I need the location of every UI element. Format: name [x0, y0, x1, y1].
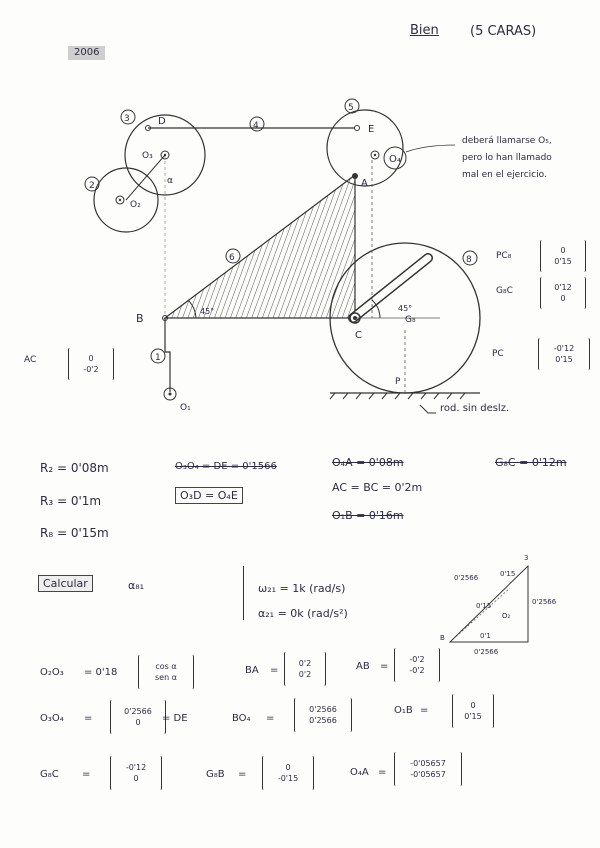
label-angle-right: 45° [398, 304, 413, 313]
vec-5-name: BO₄ [232, 713, 251, 724]
point-c-dot [353, 316, 357, 320]
calc-bar [243, 566, 244, 620]
tri-side: 0'2566 [532, 598, 557, 606]
tri-inner3: O₂ [502, 612, 511, 620]
vec-9-r2: -0'05657 [410, 770, 446, 779]
vec-9-matrix [394, 752, 462, 786]
vec-2-coef: = [270, 665, 279, 676]
label-c: C [355, 330, 362, 341]
vec-right-2-r2: 0 [560, 294, 566, 303]
data-r2: R₂ = 0'08m [40, 461, 109, 475]
note-line-1: deberá llamarse O₅, [462, 136, 552, 146]
vec-3-r1: -0'2 [409, 654, 425, 664]
label-o1: O₁ [180, 403, 191, 413]
vec-8-coef: = [238, 769, 247, 780]
vec-1-name: O₂O₃ [40, 667, 64, 678]
data-g8c: G₈C = 0'12m [495, 456, 567, 469]
label-p: P [395, 377, 401, 387]
tri-inner2: 0'1 [480, 632, 491, 640]
vec-3-coef: = [380, 661, 389, 672]
vec-4-r1: 0'2566 [124, 706, 152, 716]
point-a [352, 173, 358, 179]
vec-6-matrix [452, 694, 494, 728]
calc-w21: ω₂₁ = 1k (rad/s) [258, 582, 346, 595]
vec-3-r2: -0'2 [409, 666, 425, 675]
vec-7-coef: = [82, 769, 91, 780]
vec-2-name: BA [245, 665, 259, 676]
vec-left-r1: 0 [88, 353, 94, 363]
tri-hyp: 0'2566 [454, 574, 479, 582]
vec-9-coef: = [378, 767, 387, 778]
rolling-note [440, 404, 509, 414]
label-6: 6 [229, 253, 235, 263]
tri-ang: 0'15 [500, 570, 516, 578]
vec-5-r1: 0'2566 [309, 704, 337, 714]
label-g8: G₈ [405, 315, 416, 325]
pivot-o1-dot [169, 393, 172, 396]
label-2: 2 [89, 181, 95, 191]
vec-8-r1: 0 [285, 762, 291, 772]
vec-2-r1: 0'2 [298, 658, 312, 668]
tri-top: 3 [524, 554, 529, 562]
vec-left-matrix [68, 348, 114, 380]
label-1: 1 [155, 353, 161, 363]
vec-7-name: G₈C [40, 769, 59, 780]
tri-bottom: 0'2566 [474, 648, 499, 656]
vec-7-r2: 0 [133, 774, 139, 783]
vec-5-coef: = [266, 713, 275, 724]
vec-6-r1: 0 [470, 700, 476, 710]
rolling-arrow [420, 405, 436, 413]
data-o3o4: O₃O₄ = DE = 0'1566 [175, 461, 277, 472]
subtitle-text: (5 CARAS) [470, 24, 537, 39]
data-r3: R₃ = 0'1m [40, 494, 102, 508]
label-4: 4 [253, 121, 259, 131]
label-o3: O₃ [142, 151, 153, 161]
label-o2: O₂ [130, 200, 141, 210]
vec-right-2-matrix [540, 277, 586, 309]
vec-4-matrix [110, 700, 166, 734]
label-angle-left: 45° [200, 307, 215, 316]
point-e [355, 126, 360, 131]
label-b: B [136, 312, 144, 325]
vec-3-name: AB [356, 661, 370, 672]
data-r8: R₈ = 0'15m [40, 526, 109, 540]
vec-4-suffix: = DE [162, 713, 188, 724]
vec-7-matrix [110, 756, 162, 790]
label-8: 8 [466, 255, 472, 265]
link-1 [165, 318, 170, 392]
year-text: 2006 [74, 47, 100, 58]
vec-1-r1: cos α [155, 661, 177, 671]
vec-5-matrix [294, 698, 352, 732]
vec-right-3-r1: -0'12 [553, 343, 575, 353]
vec-right-2-r1: 0'12 [554, 282, 572, 292]
data-acbc: AC = BC = 0'2m [332, 481, 423, 494]
note-line-3: mal en el ejercicio. [462, 170, 547, 181]
pivot-o2-dot [119, 199, 121, 201]
vec-9-r1: -0'05657 [410, 758, 446, 768]
link-6-triangle [165, 175, 355, 318]
data-o1b: O₁B = 0'16m [332, 509, 404, 522]
vec-2-r2: 0'2 [298, 670, 312, 679]
label-a: A [361, 178, 368, 189]
vec-right-1-label: PC₈ [496, 251, 512, 261]
triangle-sketch [440, 548, 560, 658]
vec-8-r2: -0'15 [277, 774, 299, 783]
note-line-2: pero lo han llamado [462, 153, 552, 164]
calc-box: Calcular [38, 575, 93, 592]
tri-left: B [440, 634, 445, 642]
vec-6-name: O₁B [394, 705, 413, 716]
vec-2-matrix [284, 652, 326, 686]
pivot-o3-dot [164, 154, 166, 156]
label-alpha: α [167, 176, 173, 186]
label-5: 5 [348, 103, 354, 113]
vec-6-coef: = [420, 705, 429, 716]
vec-1-coef: = 0'18 [84, 667, 118, 678]
data-o4a: O₄A = 0'08m [332, 456, 404, 469]
vec-right-2-label: G₈C [496, 286, 513, 296]
vec-6-r2: 0'15 [464, 712, 482, 721]
vec-4-r2: 0 [135, 718, 141, 727]
vec-1-matrix [138, 655, 194, 689]
vec-8-name: G₈B [206, 769, 225, 780]
pivot-o4-dot [374, 154, 376, 156]
vec-3-matrix [394, 648, 440, 682]
vec-right-3-matrix [538, 338, 590, 370]
vec-7-r1: -0'12 [125, 762, 147, 772]
title-text: Bien [410, 23, 439, 38]
vec-4-name: O₃O₄ [40, 713, 64, 724]
vec-5-r2: 0'2566 [309, 716, 337, 725]
data-o3d: O₃D = O₄E [175, 487, 243, 504]
vec-left-label: AC [24, 355, 37, 365]
vec-9-name: O₄A [350, 767, 369, 778]
vec-right-1-r2: 0'15 [554, 257, 572, 266]
vec-right-1-r1: 0 [560, 245, 566, 255]
rolling-note-text: rod. sin deslz. [440, 403, 510, 414]
label-3: 3 [124, 114, 130, 124]
calc-a21: α₂₁ = 0k (rad/s²) [258, 607, 348, 620]
vec-1-r2: sen α [155, 673, 177, 682]
note-leader [406, 145, 455, 152]
label-o4: O₄ [389, 154, 401, 165]
vec-right-1-matrix [540, 240, 586, 272]
vec-8-matrix [262, 756, 314, 790]
vec-right-3-label: PC [492, 349, 504, 359]
calc-target: α₈₁ [128, 579, 145, 592]
label-e: E [368, 124, 375, 135]
vec-right-3-r2: 0'15 [555, 355, 573, 364]
tri-inner1: 0'15 [476, 602, 492, 610]
ground-hatch [330, 393, 465, 399]
label-d: D [158, 116, 166, 127]
vec-left-r2: -0'2 [83, 365, 99, 374]
side-note [462, 133, 552, 184]
slot-bar-inner [353, 258, 428, 318]
vec-4-coef: = [84, 713, 93, 724]
